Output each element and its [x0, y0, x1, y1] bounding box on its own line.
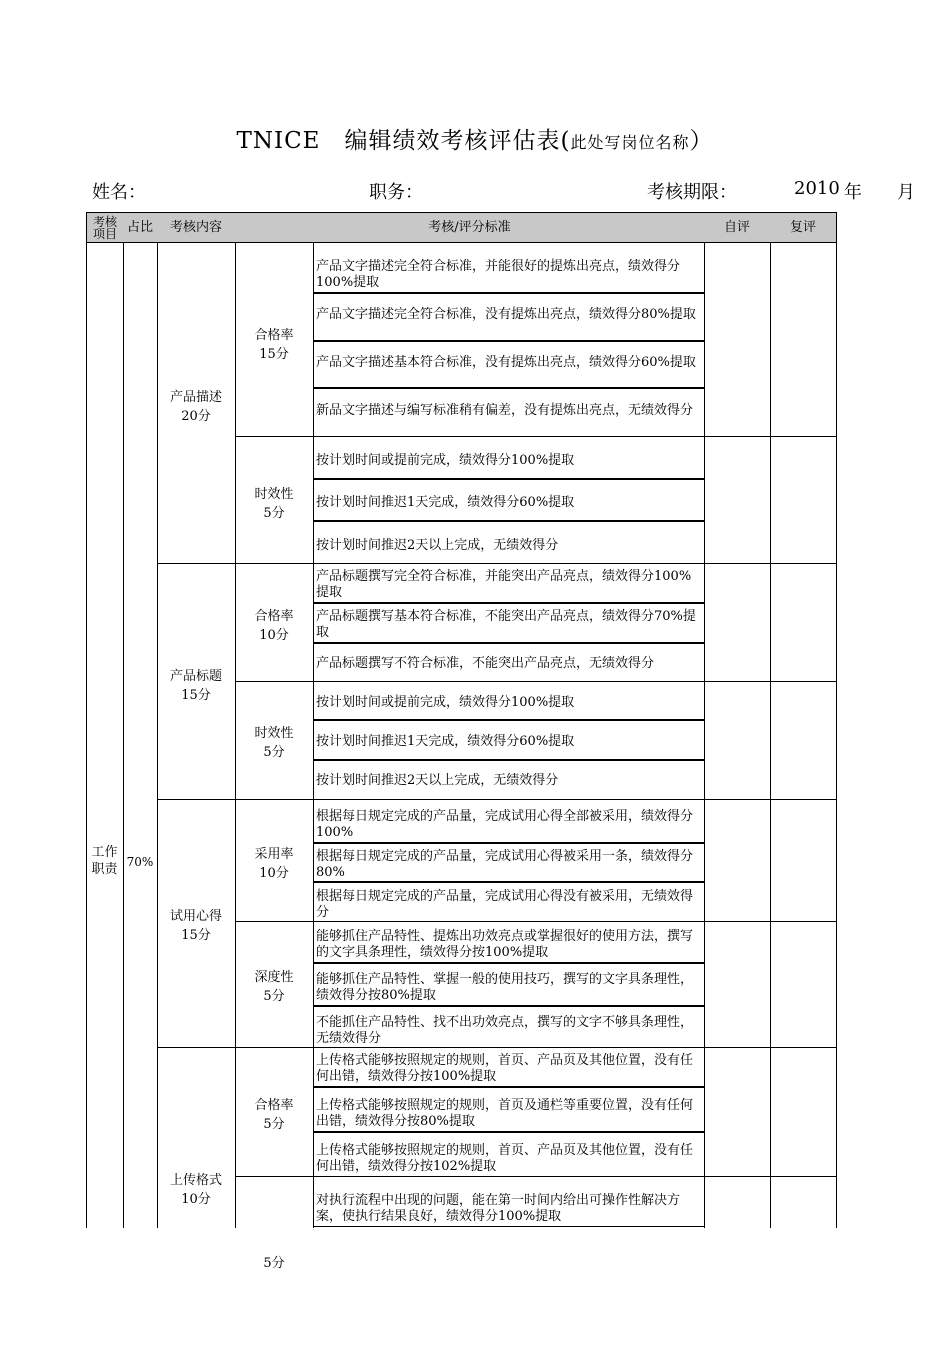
name-label: 姓名：	[92, 182, 146, 203]
grid-line	[313, 642, 704, 644]
group-name	[235, 845, 313, 883]
group-score: 10分	[259, 628, 289, 643]
group-name	[235, 968, 313, 1006]
header-content: 考核内容	[157, 212, 236, 243]
section-name	[157, 667, 235, 705]
grid-line	[313, 478, 704, 480]
header-item-label: 考核项目	[92, 214, 117, 241]
grid-line	[123, 243, 124, 1228]
group-name	[235, 326, 313, 364]
standard-text: 产品文字描述基本符合标准，没有提炼出亮点，绩效得分60%提取	[316, 355, 696, 370]
section-name	[157, 1171, 235, 1209]
grid-line	[313, 1226, 704, 1227]
section-title: 试用心得	[169, 909, 222, 924]
grid-line	[313, 1131, 704, 1133]
standard-text: 按计划时间推迟2天以上完成，无绩效得分	[316, 773, 559, 788]
period-year: 2010	[794, 178, 840, 199]
grid-line	[313, 759, 704, 761]
standard-text: 上传格式能够按照规定的规则，首页及通栏等重要位置，没有任何出错，绩效得分按80%提取	[316, 1098, 694, 1129]
standard-text: 产品标题撰写不符合标准，不能突出产品亮点，无绩效得分	[316, 656, 655, 671]
grid-line	[770, 243, 771, 1228]
group-name	[235, 724, 313, 762]
section-name	[157, 388, 235, 426]
standard-text: 按计划时间或提前完成，绩效得分100%提取	[316, 695, 575, 710]
period-year-unit: 年	[844, 182, 862, 203]
period-month-unit: 月	[897, 182, 915, 203]
section-title: 产品描述	[169, 390, 222, 405]
header-ratio: 占比	[123, 212, 158, 243]
standard-text: 根据每日规定完成的产品量，完成试用心得没有被采用，无绩效得分	[316, 889, 694, 920]
position-label: 职务：	[369, 182, 423, 203]
grid-line	[313, 1005, 704, 1007]
group-name	[235, 485, 313, 523]
section-score: 15分	[181, 928, 211, 943]
period-label: 考核期限：	[647, 182, 737, 203]
group-title: 合格率	[254, 609, 294, 624]
group-score: 15分	[259, 347, 289, 362]
standard-text: 能够抓住产品特性、掌握一般的使用技巧，撰写的文字具条理性，绩效得分按80%提取	[316, 972, 694, 1003]
standard-text: 产品标题撰写完全符合标准，并能突出产品亮点，绩效得分100%提取	[316, 569, 692, 600]
group-name	[235, 1096, 313, 1134]
section-title: 产品标题	[169, 669, 222, 684]
standard-text: 根据每日规定完成的产品量，完成试用心得被采用一条，绩效得分80%	[316, 849, 694, 880]
grid-line	[313, 520, 704, 522]
header-self: 自评	[704, 212, 771, 243]
standard-text: 新品文字描述与编写标准稍有偏差，没有提炼出亮点，无绩效得分	[316, 403, 694, 418]
group-title: 深度性	[254, 970, 294, 985]
standard-text: 产品文字描述完全符合标准，没有提炼出亮点，绩效得分80%提取	[316, 307, 696, 322]
grid-line	[313, 292, 704, 294]
header-review: 复评	[770, 212, 837, 243]
grid-line	[235, 436, 837, 437]
section-name	[157, 907, 235, 945]
info-row	[92, 178, 922, 206]
header-standard: 考核/评分标准	[235, 212, 705, 243]
grid-line	[157, 1047, 837, 1048]
grid-line	[313, 340, 704, 342]
standard-text: 能够抓住产品特性、提炼出功效亮点或掌握很好的使用方法，撰写的文字具条理性，绩效得分按100%提取	[316, 929, 694, 960]
standard-text: 根据每日规定完成的产品量，完成试用心得全部被采用，绩效得分100%	[316, 809, 694, 840]
category-name	[86, 844, 123, 878]
standard-text: 上传格式能够按照规定的规则，首页、产品页及其他位置，没有任何出错，绩效得分按100%提取	[316, 1053, 694, 1084]
standard-text: 不能抓住产品特性、找不出功效亮点，撰写的文字不够具条理性，无绩效得分	[316, 1015, 694, 1046]
group-score: 10分	[259, 866, 289, 881]
standard-text: 对执行流程中出现的问题，能在第一时间内给出可操作性解决方案，使执行结果良好，绩效得分100%提取	[316, 1193, 681, 1224]
standard-text: 产品文字描述完全符合标准，并能很好的提炼出亮点，绩效得分100%提取	[316, 259, 681, 290]
grid-line	[313, 602, 704, 604]
grid-line	[313, 719, 704, 721]
standard-text: 上传格式能够按照规定的规则，首页、产品页及其他位置，没有任何出错，绩效得分按102%提取	[316, 1143, 694, 1174]
group-title: 时效性	[254, 726, 294, 741]
standard-text: 按计划时间或提前完成，绩效得分100%提取	[316, 453, 575, 468]
header-item	[86, 212, 124, 243]
grid-line	[157, 799, 837, 800]
group-title: 采用率	[254, 847, 294, 862]
group-score: 5分	[263, 506, 285, 521]
grid-line	[313, 842, 704, 844]
group-score: 5分	[263, 1256, 285, 1271]
standard-text: 按计划时间推迟1天完成，绩效得分60%提取	[316, 734, 575, 749]
group-name	[235, 1254, 313, 1273]
group-score: 5分	[263, 989, 285, 1004]
group-title: 合格率	[254, 328, 294, 343]
grid-line	[235, 921, 837, 922]
section-score: 10分	[181, 1192, 211, 1207]
grid-line	[157, 563, 837, 564]
section-title: 上传格式	[169, 1173, 222, 1188]
grid-line	[313, 881, 704, 883]
grid-line	[313, 387, 704, 389]
title-close: ）	[689, 128, 714, 154]
section-score: 15分	[181, 688, 211, 703]
grid-line	[313, 1086, 704, 1088]
grid-line	[836, 243, 837, 1228]
page-title	[0, 122, 950, 155]
grid-line	[86, 243, 87, 1228]
category-name-label: 工作职责	[91, 845, 118, 877]
section-score: 20分	[181, 409, 211, 424]
grid-line	[235, 1176, 837, 1177]
title-main: TNICE 编辑绩效考核评估表(	[236, 128, 571, 154]
group-score: 5分	[263, 1117, 285, 1132]
standard-text: 按计划时间推迟2天以上完成，无绩效得分	[316, 538, 559, 553]
title-position-placeholder: 此处写岗位名称	[570, 133, 690, 152]
standard-text: 产品标题撰写基本符合标准，不能突出产品亮点，绩效得分70%提取	[316, 609, 696, 640]
group-title: 时效性	[254, 487, 294, 502]
group-title: 合格率	[254, 1098, 294, 1113]
grid-line	[313, 243, 314, 1228]
grid-line	[313, 962, 704, 964]
standard-text: 按计划时间推迟1天完成，绩效得分60%提取	[316, 495, 575, 510]
group-name	[235, 607, 313, 645]
grid-line	[704, 243, 705, 1228]
grid-line	[235, 681, 837, 682]
category-ratio: 70%	[126, 855, 154, 869]
group-score: 5分	[263, 745, 285, 760]
